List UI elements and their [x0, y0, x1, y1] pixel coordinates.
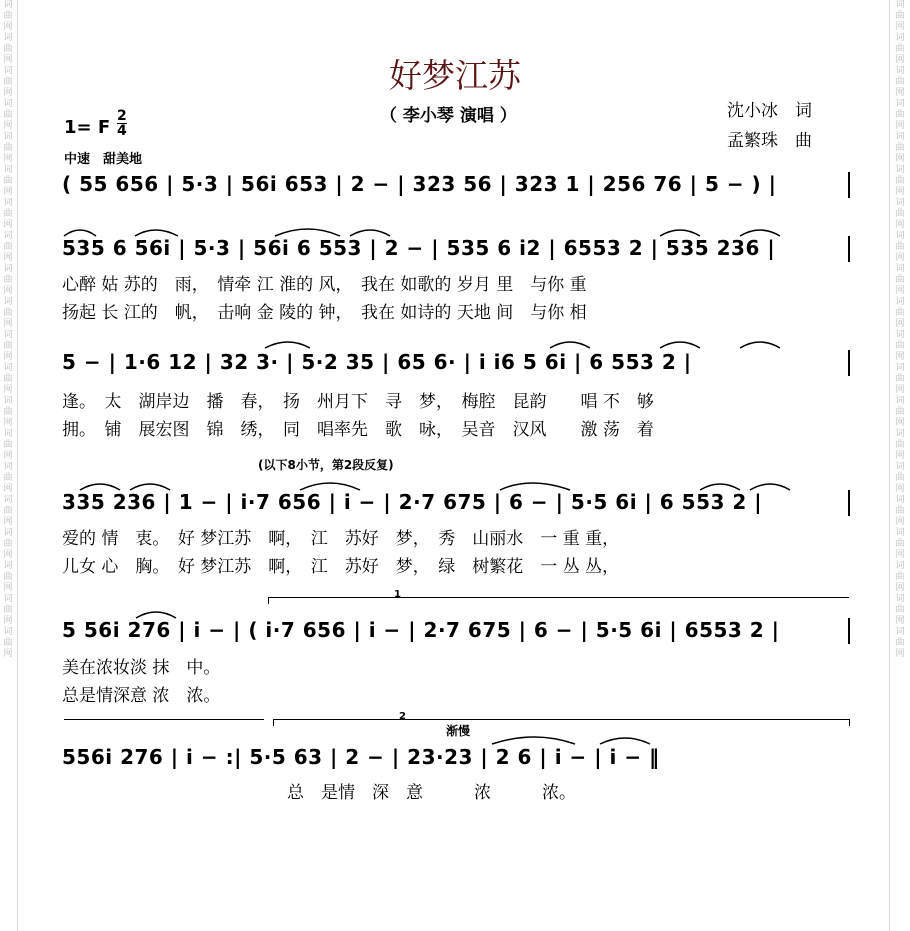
key-signature: 1= F — [64, 117, 111, 138]
watermark-left: 词曲网 词曲网 词曲网 词曲网 词曲网 词曲网 词曲网 词曲网 词曲网 词曲网 词曲网 词曲网 词曲网 词曲网 词曲网 词曲网 词曲网 词曲网 词曲网 词曲网 — [3, 0, 13, 659]
repeat-note: (以下8小节，第2段反复) — [258, 458, 394, 472]
lyric-verse1-line2: 心醉 姑 苏的 雨， 情牵 江 淮的 风， 我在 如歌的 岁月 里 与你 重 — [62, 275, 587, 295]
tempo-marking: 中速 甜美地 — [64, 152, 143, 167]
staff-line-4: 335 236 | 1 − | i·7 656 | i − | 2·7 675 | 6 − | 5·5 6i | 6 553 2 | — [62, 490, 763, 514]
volta-line — [64, 719, 264, 720]
lyric-verse1-line3: 逢。 太 湖岸边 播 春， 扬 州月下 寻 梦， 梅腔 昆韵 唱 不 够 — [62, 392, 654, 412]
lyric-verse1-line5: 美在浓妆淡 抹 中。 — [62, 658, 221, 678]
volta-number-1: 1 — [394, 589, 401, 600]
volta-bracket-1 — [268, 597, 849, 604]
staff-line-5: 5 56i 276 | i − | ( i·7 656 | i − | 2·7 675 | 6 − | 5·5 6i | 6553 2 | — [62, 618, 780, 642]
barline — [848, 618, 850, 644]
staff-line-3: 5 − | 1·6 12 | 32 3· | 5·2 35 | 65 6· | i i6 5 6i | 6 553 2 | — [62, 350, 692, 374]
lyric-verse2-line3: 拥。 铺 展宏图 锦 绣， 同 唱率先 歌 咏， 吴音 汉风 激 荡 着 — [62, 420, 654, 440]
watermark-right: 词曲网 词曲网 词曲网 词曲网 词曲网 词曲网 词曲网 词曲网 词曲网 词曲网 词曲网 词曲网 词曲网 词曲网 词曲网 词曲网 词曲网 词曲网 词曲网 词曲网 — [895, 0, 905, 659]
lyricist-credit: 沈小冰 词 — [727, 101, 812, 121]
barline — [848, 350, 850, 376]
singer-credit: （ 李小琴 演唱 ） — [380, 106, 517, 126]
song-title: 好梦江苏 — [389, 56, 521, 95]
barline — [848, 236, 850, 262]
composer-credit: 孟繁珠 曲 — [727, 131, 812, 151]
volta-bracket-2 — [273, 719, 850, 726]
lyric-verse2-line4: 儿女 心 胸。 好 梦江苏 啊， 江 苏好 梦， 绿 树繁花 一 丛 丛， — [62, 557, 620, 577]
time-signature-top: 2 — [117, 108, 127, 124]
time-signature-bottom: 4 — [117, 123, 127, 139]
barline — [848, 172, 850, 198]
staff-line-1: ( 55 656 | 5·3 | 56i 653 | 2 − | 323 56 | 323 1 | 256 76 | 5 − ) | — [62, 172, 777, 196]
staff-line-2: 535 6 56i | 5·3 | 56i 6 553 | 2 − | 535 6 i2 | 6553 2 | 535 236 | — [62, 236, 776, 260]
ritardando-mark: 渐慢 — [446, 724, 471, 738]
lyric-verse2-line2: 扬起 长 江的 帆， 击响 金 陵的 钟， 我在 如诗的 天地 间 与你 相 — [62, 303, 587, 323]
slur-arcs-3 — [60, 334, 850, 350]
barline — [848, 490, 850, 516]
lyric-line6: 总 是情 深 意 浓 浓。 — [287, 783, 576, 803]
lyric-verse1-line4: 爱的 情 衷。 好 梦江苏 啊， 江 苏好 梦， 秀 山丽水 一 重 重， — [62, 529, 620, 549]
slur-arcs-6 — [60, 730, 850, 746]
lyric-verse2-line5: 总是情深意 浓 浓。 — [62, 686, 221, 706]
volta-number-2: 2 — [399, 711, 406, 722]
staff-line-6: 556i 276 | i − :| 5·5 63 | 2 − | 23·23 | 2 6 | i − | i − ‖ — [62, 745, 660, 769]
